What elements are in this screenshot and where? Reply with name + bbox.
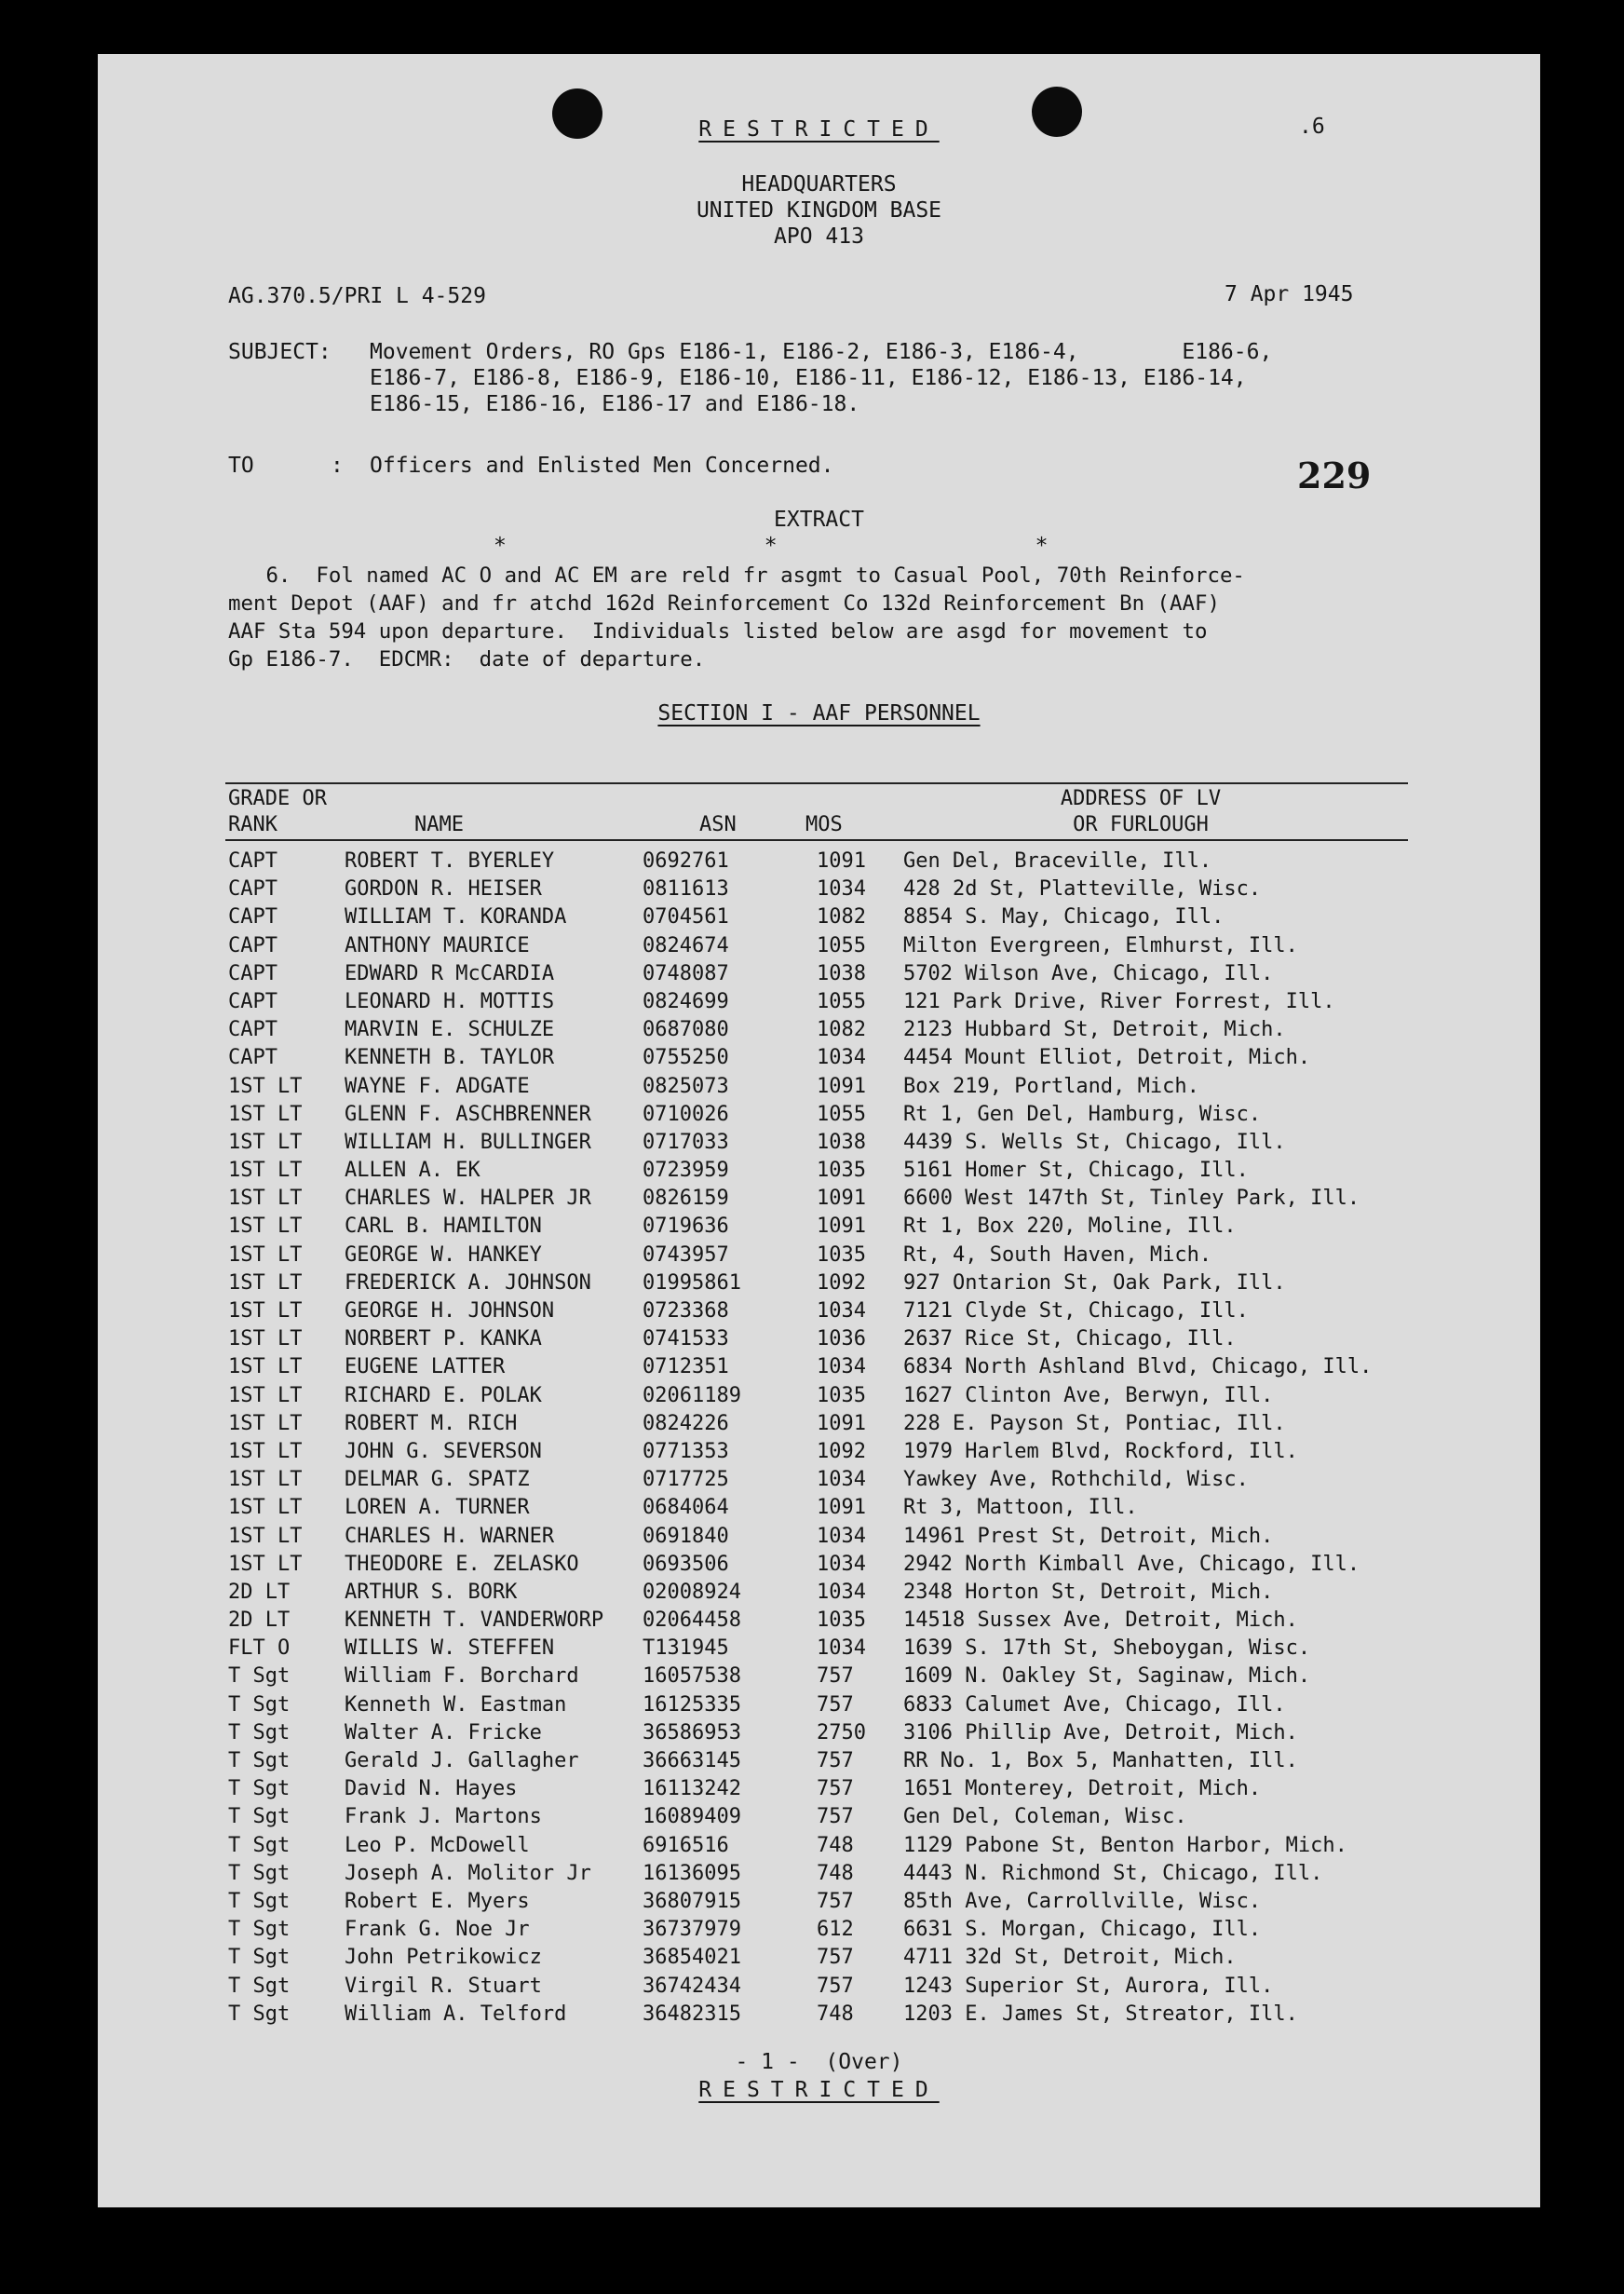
asn-cell: 0771353 xyxy=(643,1439,729,1463)
address-cell: Gen Del, Braceville, Ill. xyxy=(903,849,1212,873)
asn-cell: 0693506 xyxy=(643,1552,729,1576)
rank-cell: CAPT xyxy=(228,933,277,957)
rank-cell: 1ST LT xyxy=(228,1496,303,1520)
address-cell: 1243 Superior St, Aurora, Ill. xyxy=(903,1974,1274,1998)
over-note: (Over) xyxy=(825,2050,903,2074)
rank-cell: CAPT xyxy=(228,877,277,902)
col-name: NAME xyxy=(414,813,464,836)
rank-cell: T Sgt xyxy=(228,1749,291,1772)
col-address-line2: OR FURLOUGH xyxy=(1073,813,1209,836)
mos-cell: 757 xyxy=(817,1664,854,1689)
mos-cell: 1034 xyxy=(817,1524,866,1548)
asn-cell: 16057538 xyxy=(643,1664,741,1689)
mos-cell: 757 xyxy=(817,1946,854,1970)
address-cell: 8854 S. May, Chicago, Ill. xyxy=(903,905,1225,930)
mos-cell: 748 xyxy=(817,2002,854,2026)
table-header-rule xyxy=(225,839,1408,841)
rank-cell: 1ST LT xyxy=(228,1215,303,1239)
address-cell: Rt 1, Gen Del, Hamburg, Wisc. xyxy=(903,1102,1262,1126)
subject-line3: E186-15, E186-16, E186-17 and E186-18. xyxy=(370,392,860,416)
mos-cell: 1091 xyxy=(817,1187,866,1211)
mos-cell: 1091 xyxy=(817,849,866,873)
mos-cell: 1038 xyxy=(817,1130,866,1154)
asn-cell: 0741533 xyxy=(643,1327,729,1351)
mos-cell: 1035 xyxy=(817,1242,866,1267)
name-cell: WILLIAM H. BULLINGER xyxy=(345,1130,591,1154)
asn-cell: 36482315 xyxy=(643,2002,741,2026)
name-cell: KENNETH T. VANDERWORP xyxy=(345,1609,604,1633)
address-cell: 1979 Harlem Blvd, Rockford, Ill. xyxy=(903,1439,1298,1463)
name-cell: Kenneth W. Eastman xyxy=(345,1692,567,1717)
rank-cell: 1ST LT xyxy=(228,1383,303,1407)
file-reference: AG.370.5/PRI L 4-529 xyxy=(228,284,486,308)
name-cell: CARL B. HAMILTON xyxy=(345,1215,542,1239)
to-label: TO xyxy=(228,454,254,478)
mos-cell: 1034 xyxy=(817,1636,866,1661)
rank-cell: 1ST LT xyxy=(228,1299,303,1323)
address-cell: 5161 Homer St, Chicago, Ill. xyxy=(903,1159,1249,1183)
name-cell: Leo P. McDowell xyxy=(345,1833,530,1857)
address-cell: 2637 Rice St, Chicago, Ill. xyxy=(903,1327,1237,1351)
asn-cell: 16089409 xyxy=(643,1805,741,1829)
mos-cell: 757 xyxy=(817,1974,854,1998)
name-cell: WILLIAM T. KORANDA xyxy=(345,905,567,930)
rank-cell: 1ST LT xyxy=(228,1187,303,1211)
rank-cell: 1ST LT xyxy=(228,1242,303,1267)
asn-cell: 01995861 xyxy=(643,1270,741,1295)
rank-cell: CAPT xyxy=(228,989,277,1013)
asn-cell: 0748087 xyxy=(643,961,729,985)
address-cell: 2123 Hubbard St, Detroit, Mich. xyxy=(903,1018,1286,1042)
address-cell: 1627 Clinton Ave, Berwyn, Ill. xyxy=(903,1383,1274,1407)
rank-cell: 1ST LT xyxy=(228,1159,303,1183)
name-cell: MARVIN E. SCHULZE xyxy=(345,1018,555,1042)
rank-cell: T Sgt xyxy=(228,1974,291,1998)
extract-asterisks: * * * xyxy=(494,534,1049,558)
mos-cell: 1034 xyxy=(817,1552,866,1576)
asn-cell: 0723368 xyxy=(643,1299,729,1323)
section-title: SECTION I - AAF PERSONNEL xyxy=(657,701,981,726)
address-cell: 428 2d St, Platteville, Wisc. xyxy=(903,877,1262,902)
rank-cell: T Sgt xyxy=(228,1833,291,1857)
rank-cell: FLT O xyxy=(228,1636,291,1661)
asn-cell: 36854021 xyxy=(643,1946,741,1970)
rank-cell: 1ST LT xyxy=(228,1439,303,1463)
address-cell: 4443 N. Richmond St, Chicago, Ill. xyxy=(903,1861,1323,1885)
asn-cell: 36586953 xyxy=(643,1720,741,1744)
mos-cell: 1036 xyxy=(817,1327,866,1351)
address-cell: 1129 Pabone St, Benton Harbor, Mich. xyxy=(903,1833,1347,1857)
rank-cell: T Sgt xyxy=(228,1918,291,1942)
address-cell: Box 219, Portland, Mich. xyxy=(903,1074,1199,1098)
name-cell: WAYNE F. ADGATE xyxy=(345,1074,530,1098)
address-cell: 85th Ave, Carrollville, Wisc. xyxy=(903,1889,1262,1913)
rank-cell: 1ST LT xyxy=(228,1074,303,1098)
rank-cell: CAPT xyxy=(228,849,277,873)
address-cell: Rt 1, Box 220, Moline, Ill. xyxy=(903,1215,1237,1239)
address-cell: 2942 North Kimball Ave, Chicago, Ill. xyxy=(903,1552,1360,1576)
asn-cell: 0684064 xyxy=(643,1496,729,1520)
name-cell: EDWARD R McCARDIA xyxy=(345,961,555,985)
name-cell: ROBERT M. RICH xyxy=(345,1411,518,1435)
asn-cell: 0743957 xyxy=(643,1242,729,1267)
rank-cell: 1ST LT xyxy=(228,1270,303,1295)
page-mark: .6 xyxy=(1299,115,1325,139)
subject-line2: E186-7, E186-8, E186-9, E186-10, E186-11, E186-12, E186-13, E186-14, xyxy=(370,366,1247,390)
asn-cell: 16113242 xyxy=(643,1777,741,1801)
asn-cell: 0824226 xyxy=(643,1411,729,1435)
address-cell: RR No. 1, Box 5, Manhatten, Ill. xyxy=(903,1749,1298,1772)
to-colon: : xyxy=(331,454,344,478)
address-cell: 1203 E. James St, Streator, Ill. xyxy=(903,2002,1298,2026)
rank-cell: CAPT xyxy=(228,961,277,985)
name-cell: Frank J. Martons xyxy=(345,1805,542,1829)
address-cell: 1639 S. 17th St, Sheboygan, Wisc. xyxy=(903,1636,1311,1661)
name-cell: David N. Hayes xyxy=(345,1777,518,1801)
paragraph-line3: AAF Sta 594 upon departure. Individuals listed below are asgd for movement to xyxy=(228,619,1208,644)
name-cell: NORBERT P. KANKA xyxy=(345,1327,542,1351)
mos-cell: 1091 xyxy=(817,1496,866,1520)
address-cell: 1609 N. Oakley St, Saginaw, Mich. xyxy=(903,1664,1311,1689)
address-cell: Rt, 4, South Haven, Mich. xyxy=(903,1242,1212,1267)
mos-cell: 1034 xyxy=(817,877,866,902)
asn-cell: 0755250 xyxy=(643,1046,729,1070)
rank-cell: 2D LT xyxy=(228,1609,291,1633)
address-cell: 4711 32d St, Detroit, Mich. xyxy=(903,1946,1237,1970)
mos-cell: 1091 xyxy=(817,1215,866,1239)
name-cell: William A. Telford xyxy=(345,2002,567,2026)
rank-cell: 1ST LT xyxy=(228,1102,303,1126)
address-cell: 2348 Horton St, Detroit, Mich. xyxy=(903,1580,1274,1604)
address-cell: 6834 North Ashland Blvd, Chicago, Ill. xyxy=(903,1355,1373,1379)
address-cell: Rt 3, Mattoon, Ill. xyxy=(903,1496,1138,1520)
mos-cell: 1055 xyxy=(817,1102,866,1126)
name-cell: Joseph A. Molitor Jr xyxy=(345,1861,591,1885)
rank-cell: CAPT xyxy=(228,1046,277,1070)
address-cell: 5702 Wilson Ave, Chicago, Ill. xyxy=(903,961,1274,985)
address-cell: 7121 Clyde St, Chicago, Ill. xyxy=(903,1299,1249,1323)
name-cell: Virgil R. Stuart xyxy=(345,1974,542,1998)
table-top-rule xyxy=(225,782,1408,784)
mos-cell: 1038 xyxy=(817,961,866,985)
mos-cell: 1035 xyxy=(817,1383,866,1407)
address-cell: 228 E. Payson St, Pontiac, Ill. xyxy=(903,1411,1286,1435)
name-cell: Robert E. Myers xyxy=(345,1889,530,1913)
asn-cell: 02064458 xyxy=(643,1609,741,1633)
subject-line1: Movement Orders, RO Gps E186-1, E186-2, E186-3, E186-4, E186-6, xyxy=(370,340,1273,364)
asn-cell: 36737979 xyxy=(643,1918,741,1942)
address-cell: 6833 Calumet Ave, Chicago, Ill. xyxy=(903,1692,1286,1717)
name-cell: LOREN A. TURNER xyxy=(345,1496,530,1520)
rank-cell: T Sgt xyxy=(228,2002,291,2026)
address-cell: 6631 S. Morgan, Chicago, Ill. xyxy=(903,1918,1262,1942)
hq-line3: APO 413 xyxy=(774,224,864,249)
mos-cell: 1034 xyxy=(817,1355,866,1379)
asn-cell: 02008924 xyxy=(643,1580,741,1604)
classification-bottom: RESTRICTED xyxy=(698,2078,940,2102)
name-cell: THEODORE E. ZELASKO xyxy=(345,1552,579,1576)
asn-cell: 16136095 xyxy=(643,1861,741,1885)
name-cell: Gerald J. Gallagher xyxy=(345,1749,579,1772)
col-grade-line2: RANK xyxy=(228,813,277,836)
name-cell: FREDERICK A. JOHNSON xyxy=(345,1270,591,1295)
rank-cell: 1ST LT xyxy=(228,1468,303,1492)
rank-cell: 1ST LT xyxy=(228,1524,303,1548)
name-cell: KENNETH B. TAYLOR xyxy=(345,1046,555,1070)
name-cell: ARTHUR S. BORK xyxy=(345,1580,518,1604)
asn-cell: 0717033 xyxy=(643,1130,729,1154)
mos-cell: 1091 xyxy=(817,1074,866,1098)
name-cell: ROBERT T. BYERLEY xyxy=(345,849,555,873)
name-cell: ALLEN A. EK xyxy=(345,1159,480,1183)
name-cell: GLENN F. ASCHBRENNER xyxy=(345,1102,591,1126)
asn-cell: 36742434 xyxy=(643,1974,741,1998)
order-date: 7 Apr 1945 xyxy=(1225,282,1354,306)
asn-cell: 0712351 xyxy=(643,1355,729,1379)
asn-cell: T131945 xyxy=(643,1636,729,1661)
mos-cell: 757 xyxy=(817,1692,854,1717)
rank-cell: 1ST LT xyxy=(228,1552,303,1576)
paragraph-line1: 6. Fol named AC O and AC EM are reld fr asgmt to Casual Pool, 70th Reinforce- xyxy=(228,563,1245,588)
name-cell: GEORGE W. HANKEY xyxy=(345,1242,542,1267)
mos-cell: 757 xyxy=(817,1777,854,1801)
rank-cell: T Sgt xyxy=(228,1664,291,1689)
name-cell: ANTHONY MAURICE xyxy=(345,933,530,957)
col-asn: ASN xyxy=(699,813,737,836)
mos-cell: 1082 xyxy=(817,1018,866,1042)
asn-cell: 36663145 xyxy=(643,1749,741,1772)
name-cell: CHARLES H. WARNER xyxy=(345,1524,555,1548)
asn-cell: 02061189 xyxy=(643,1383,741,1407)
address-cell: 14518 Sussex Ave, Detroit, Mich. xyxy=(903,1609,1298,1633)
hq-line2: UNITED KINGDOM BASE xyxy=(696,198,942,223)
asn-cell: 0824674 xyxy=(643,933,729,957)
address-cell: 121 Park Drive, River Forrest, Ill. xyxy=(903,989,1335,1013)
asn-cell: 0825073 xyxy=(643,1074,729,1098)
name-cell: JOHN G. SEVERSON xyxy=(345,1439,542,1463)
asn-cell: 0826159 xyxy=(643,1187,729,1211)
hq-line1: HEADQUARTERS xyxy=(741,172,897,197)
name-cell: CHARLES W. HALPER JR xyxy=(345,1187,591,1211)
asn-cell: 0710026 xyxy=(643,1102,729,1126)
address-cell: 3106 Phillip Ave, Detroit, Mich. xyxy=(903,1720,1298,1744)
mos-cell: 1034 xyxy=(817,1046,866,1070)
name-cell: William F. Borchard xyxy=(345,1664,579,1689)
asn-cell: 0824699 xyxy=(643,989,729,1013)
rank-cell: CAPT xyxy=(228,1018,277,1042)
extract-label: EXTRACT xyxy=(774,508,864,532)
col-grade-line1: GRADE OR xyxy=(228,787,327,810)
mos-cell: 757 xyxy=(817,1749,854,1772)
address-cell: 1651 Monterey, Detroit, Mich. xyxy=(903,1777,1262,1801)
col-address-line1: ADDRESS OF LV xyxy=(1060,787,1222,810)
mos-cell: 1035 xyxy=(817,1159,866,1183)
name-cell: EUGENE LATTER xyxy=(345,1355,506,1379)
asn-cell: 0717725 xyxy=(643,1468,729,1492)
asn-cell: 0691840 xyxy=(643,1524,729,1548)
asn-cell: 0723959 xyxy=(643,1159,729,1183)
name-cell: GORDON R. HEISER xyxy=(345,877,542,902)
stamp-number: 229 xyxy=(1297,455,1372,496)
name-cell: DELMAR G. SPATZ xyxy=(345,1468,530,1492)
mos-cell: 1055 xyxy=(817,933,866,957)
mos-cell: 1055 xyxy=(817,989,866,1013)
mos-cell: 1035 xyxy=(817,1609,866,1633)
rank-cell: T Sgt xyxy=(228,1777,291,1801)
address-cell: 4439 S. Wells St, Chicago, Ill. xyxy=(903,1130,1286,1154)
address-cell: 927 Ontarion St, Oak Park, Ill. xyxy=(903,1270,1286,1295)
mos-cell: 2750 xyxy=(817,1720,866,1744)
asn-cell: 16125335 xyxy=(643,1692,741,1717)
address-cell: Milton Evergreen, Elmhurst, Ill. xyxy=(903,933,1298,957)
mos-cell: 1092 xyxy=(817,1270,866,1295)
asn-cell: 0687080 xyxy=(643,1018,729,1042)
rank-cell: T Sgt xyxy=(228,1946,291,1970)
paragraph-line4: Gp E186-7. EDCMR: date of departure. xyxy=(228,647,706,672)
classification-top: RESTRICTED xyxy=(698,117,940,142)
mos-cell: 612 xyxy=(817,1918,854,1942)
name-cell: WILLIS W. STEFFEN xyxy=(345,1636,555,1661)
rank-cell: T Sgt xyxy=(228,1861,291,1885)
paragraph-line2: ment Depot (AAF) and fr atchd 162d Reinforcement Co 132d Reinforcement Bn (AAF) xyxy=(228,591,1220,616)
name-cell: GEORGE H. JOHNSON xyxy=(345,1299,555,1323)
mos-cell: 748 xyxy=(817,1833,854,1857)
rank-cell: T Sgt xyxy=(228,1805,291,1829)
page-number: - 1 - xyxy=(735,2050,800,2074)
name-cell: LEONARD H. MOTTIS xyxy=(345,989,555,1013)
rank-cell: 1ST LT xyxy=(228,1411,303,1435)
address-cell: Yawkey Ave, Rothchild, Wisc. xyxy=(903,1468,1249,1492)
rank-cell: T Sgt xyxy=(228,1720,291,1744)
rank-cell: 1ST LT xyxy=(228,1130,303,1154)
address-cell: 14961 Prest St, Detroit, Mich. xyxy=(903,1524,1274,1548)
rank-cell: 1ST LT xyxy=(228,1355,303,1379)
asn-cell: 36807915 xyxy=(643,1889,741,1913)
mos-cell: 1082 xyxy=(817,905,866,930)
mos-cell: 1034 xyxy=(817,1468,866,1492)
footer-page-line xyxy=(98,2049,1540,2075)
name-cell: John Petrikowicz xyxy=(345,1946,542,1970)
asn-cell: 0704561 xyxy=(643,905,729,930)
asn-cell: 0719636 xyxy=(643,1215,729,1239)
asn-cell: 6916516 xyxy=(643,1833,729,1857)
rank-cell: CAPT xyxy=(228,905,277,930)
mos-cell: 748 xyxy=(817,1861,854,1885)
mos-cell: 1034 xyxy=(817,1580,866,1604)
address-cell: Gen Del, Coleman, Wisc. xyxy=(903,1805,1187,1829)
col-mos: MOS xyxy=(805,813,843,836)
rank-cell: T Sgt xyxy=(228,1889,291,1913)
address-cell: 4454 Mount Elliot, Detroit, Mich. xyxy=(903,1046,1311,1070)
mos-cell: 757 xyxy=(817,1805,854,1829)
mos-cell: 1091 xyxy=(817,1411,866,1435)
name-cell: Frank G. Noe Jr xyxy=(345,1918,530,1942)
asn-cell: 0692761 xyxy=(643,849,729,873)
to-text: Officers and Enlisted Men Concerned. xyxy=(370,454,834,478)
mos-cell: 1092 xyxy=(817,1439,866,1463)
subject-label: SUBJECT: xyxy=(228,340,332,364)
mos-cell: 757 xyxy=(817,1889,854,1913)
address-cell: 6600 West 147th St, Tinley Park, Ill. xyxy=(903,1187,1360,1211)
rank-cell: T Sgt xyxy=(228,1692,291,1717)
mos-cell: 1034 xyxy=(817,1299,866,1323)
name-cell: RICHARD E. POLAK xyxy=(345,1383,542,1407)
asn-cell: 0811613 xyxy=(643,877,729,902)
name-cell: Walter A. Fricke xyxy=(345,1720,542,1744)
rank-cell: 1ST LT xyxy=(228,1327,303,1351)
rank-cell: 2D LT xyxy=(228,1580,291,1604)
